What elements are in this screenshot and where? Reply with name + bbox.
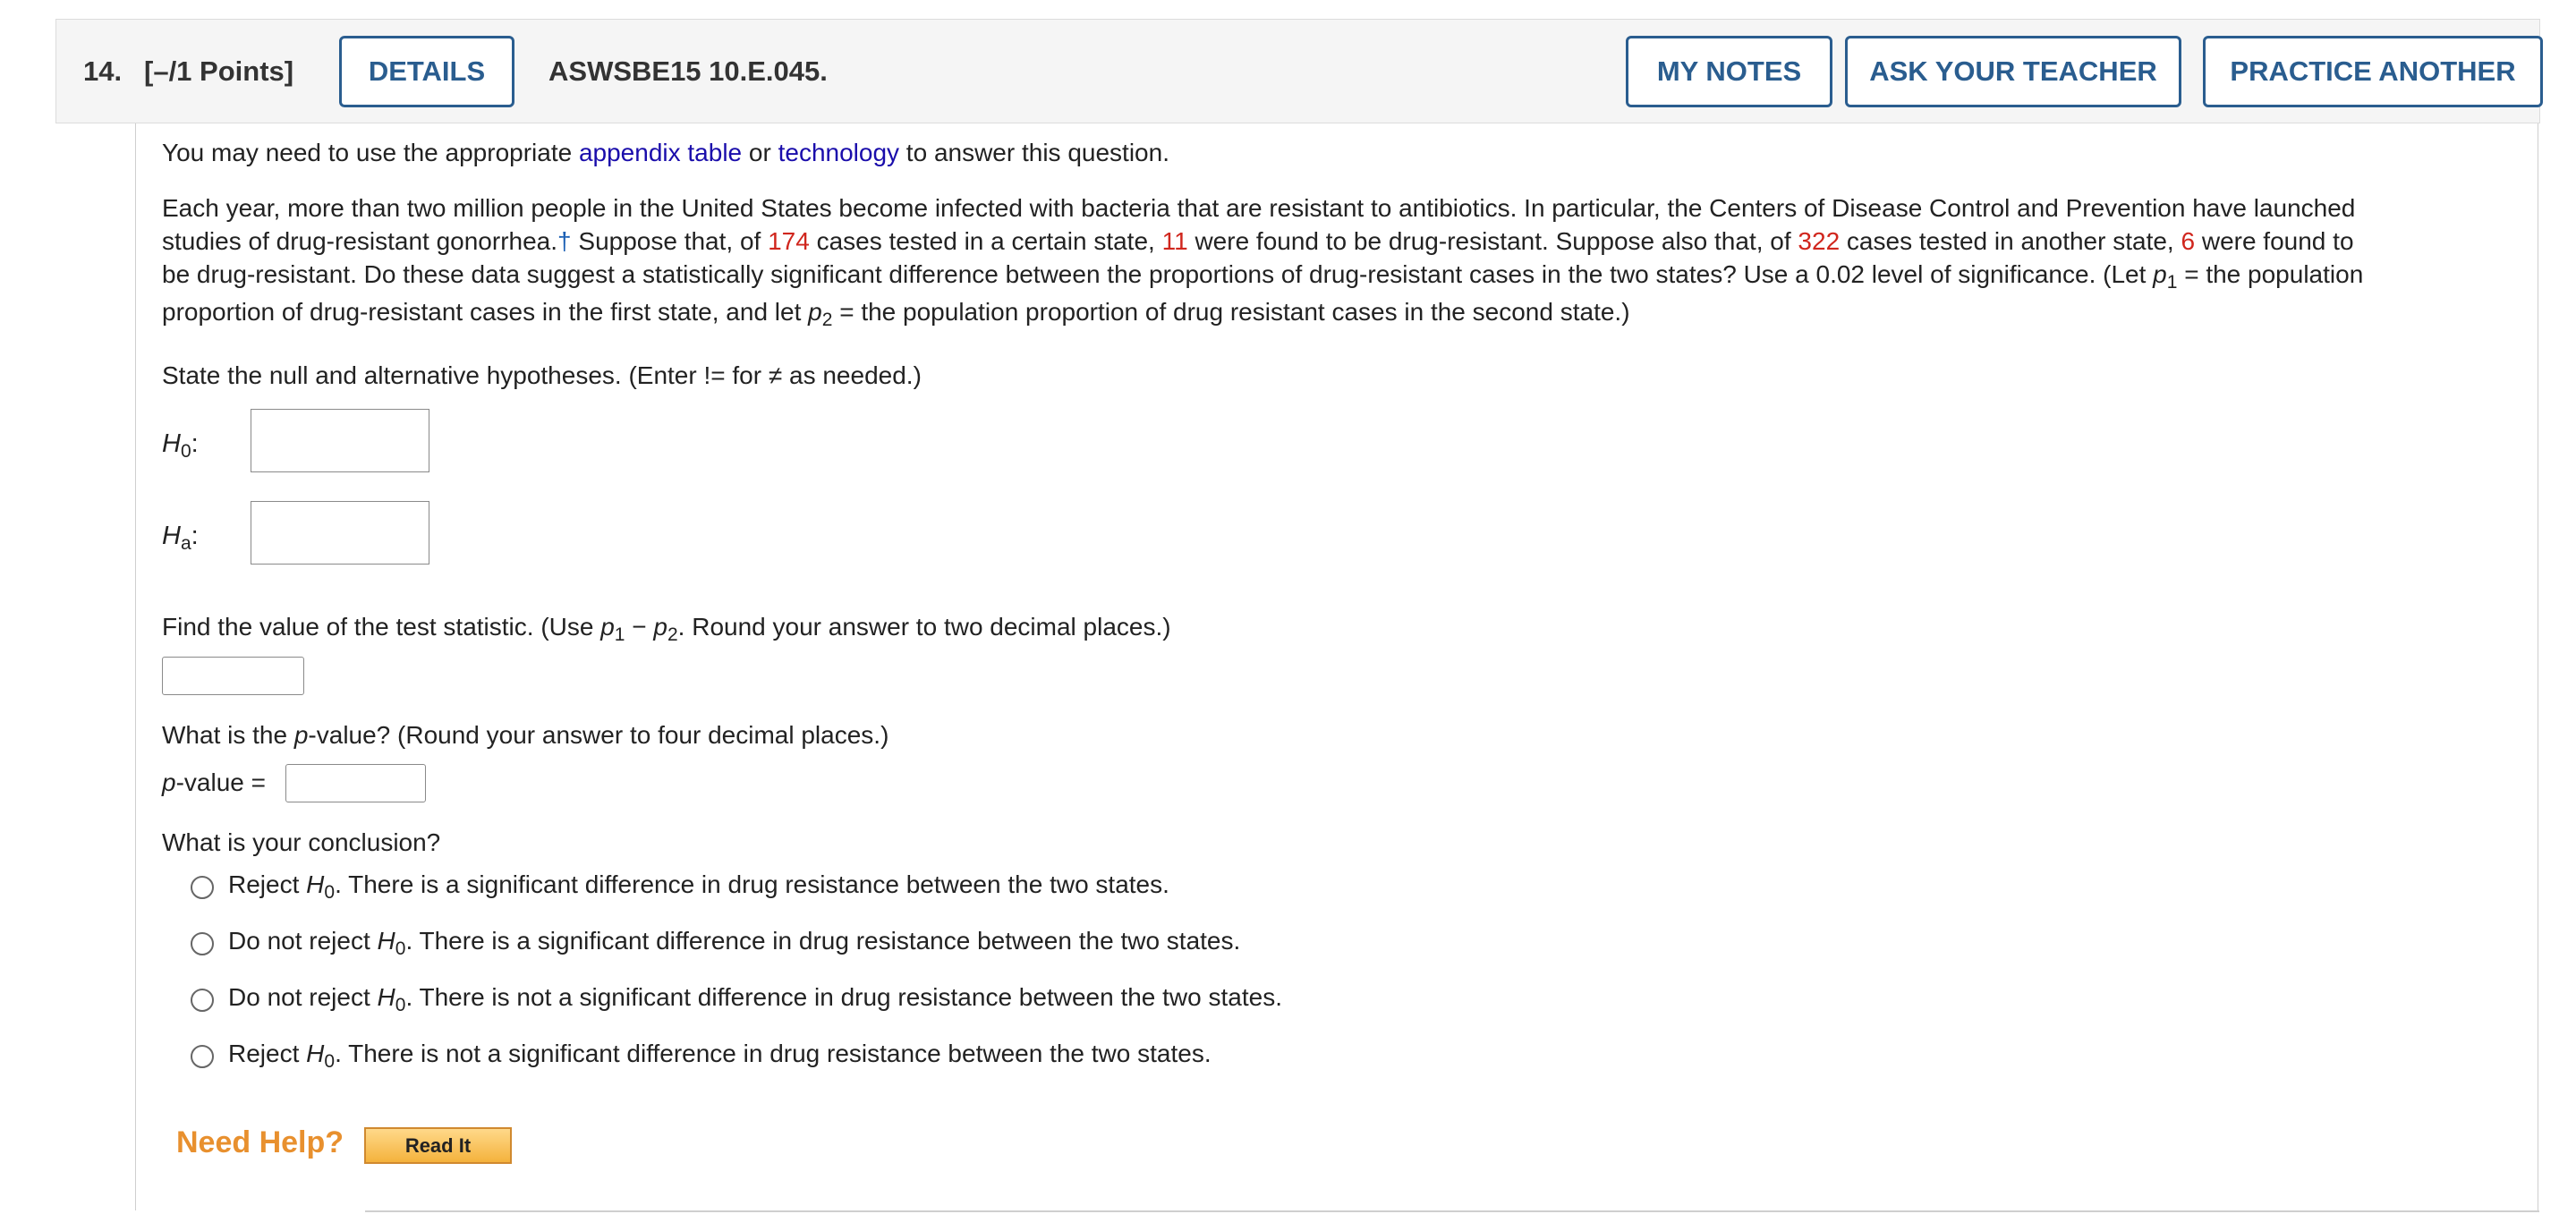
points-label: [–/1 Points] — [144, 55, 294, 87]
ha-label: $H_a$: — [162, 522, 199, 554]
state1-sample-size: 174 — [768, 227, 810, 255]
conclusion-prompt: What is your conclusion? — [162, 828, 441, 856]
footnote-dagger[interactable]: † — [557, 227, 572, 255]
ask-teacher-button[interactable]: ASK YOUR TEACHER — [1845, 36, 2181, 107]
problem-code: ASWSBE15 10.E.045. — [548, 55, 828, 87]
section-divider — [365, 1210, 2539, 1212]
test-statistic-prompt: Find the value of the test statistic. (Use $p_1 - p_2$. Round your answer to two decimal places.) — [162, 613, 1171, 645]
h0-label: $H_0$: — [162, 429, 199, 462]
problem-line-3: be drug-resistant. Do these data suggest a statistically significant difference between the proportions of drug-resistant cases in the two states? Use a 0.02 level of significance. (Let $p_1$ = the population — [162, 260, 2364, 293]
conclusion-radio-2[interactable] — [191, 932, 214, 955]
my-notes-button[interactable]: MY NOTES — [1626, 36, 1832, 107]
question-number: 14. — [83, 55, 123, 87]
problem-line-4: proportion of drug-resistant cases in the first state, and let $p_2$ = the population proportion of drug resistant cases in the second state.) — [162, 298, 1630, 330]
pvalue-input[interactable] — [285, 764, 426, 802]
need-help-label: Need Help? — [176, 1125, 344, 1159]
read-it-button[interactable]: Read It — [364, 1127, 512, 1164]
conclusion-radio-3[interactable] — [191, 989, 214, 1012]
state2-resistant-count: 6 — [2181, 227, 2196, 255]
conclusion-radio-1[interactable] — [191, 876, 214, 899]
state2-sample-size: 322 — [1798, 227, 1841, 255]
conclusion-option-4[interactable]: Reject $H_0$. There is not a significant difference in drug resistance between the two states. — [228, 1040, 1211, 1072]
ha-input[interactable] — [251, 501, 429, 565]
test-statistic-input[interactable] — [162, 657, 304, 695]
practice-another-button[interactable]: PRACTICE ANOTHER — [2203, 36, 2543, 107]
pvalue-prompt: What is the p-value? (Round your answer to four decimal places.) — [162, 721, 889, 749]
conclusion-option-2[interactable]: Do not reject $H_0$. There is a significant difference in drug resistance between the two states. — [228, 927, 1241, 959]
problem-line-1: Each year, more than two million people in the United States become infected with bacteria that are resistant to antibiotics. In particular, the Centers of Disease Control and Prevention have launched — [162, 194, 2356, 222]
details-button[interactable]: DETAILS — [339, 36, 514, 107]
conclusion-radio-4[interactable] — [191, 1045, 214, 1068]
state1-resistant-count: 11 — [1161, 227, 1188, 255]
problem-line-2: studies of drug-resistant gonorrhea.† Suppose that, of 174 cases tested in a certain state, 11 were found to be drug-resistant. Suppose also that, of 322 cases tested in another state, 6 were found to — [162, 227, 2354, 255]
h0-input[interactable] — [251, 409, 429, 472]
conclusion-option-1[interactable]: Reject $H_0$. There is a significant difference in drug resistance between the two states. — [228, 870, 1169, 903]
pvalue-label: p-value = — [162, 768, 266, 796]
technology-link[interactable]: technology — [778, 139, 900, 166]
intro-line: You may need to use the appropriate appendix table or technology to answer this question. — [162, 139, 1169, 166]
appendix-table-link[interactable]: appendix table — [578, 139, 743, 166]
conclusion-option-3[interactable]: Do not reject $H_0$. There is not a significant difference in drug resistance between the two states. — [228, 983, 1282, 1015]
hypotheses-prompt: State the null and alternative hypotheses. (Enter != for ≠ as needed.) — [162, 361, 922, 389]
question-header — [55, 19, 2540, 123]
